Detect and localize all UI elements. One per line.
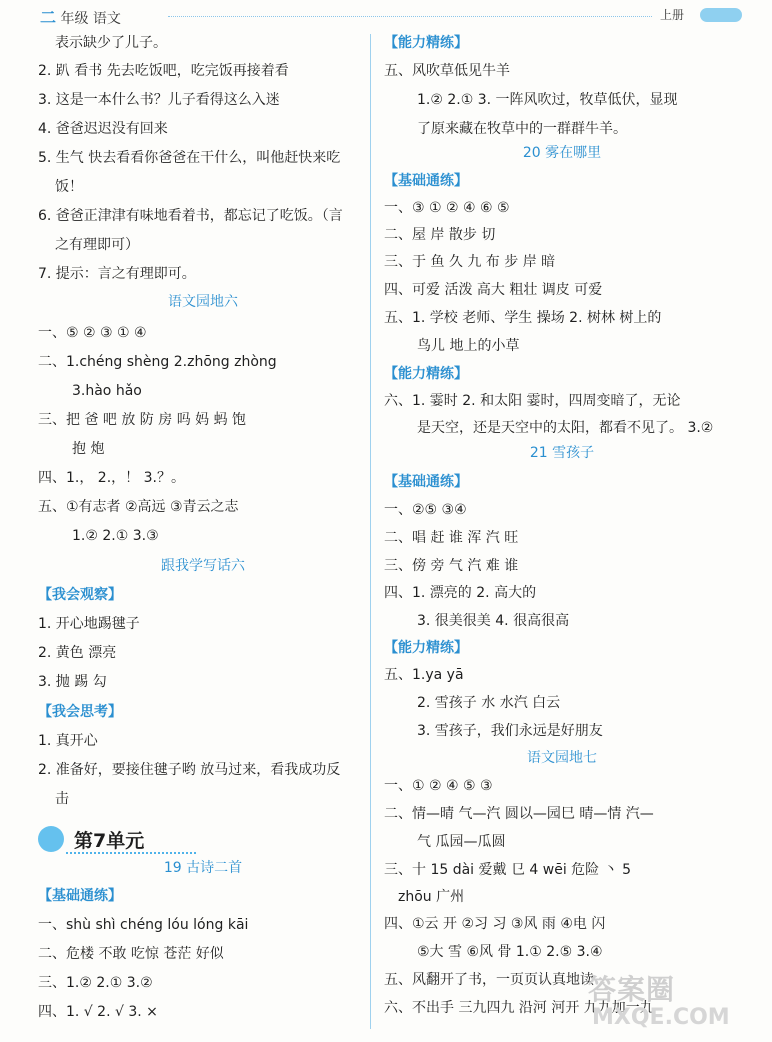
answer-line: 了原来藏在牧草中的一群群牛羊。 xyxy=(417,121,627,137)
section-tag: 【我会思考】 xyxy=(38,704,122,720)
section-title: 21 雪孩子 xyxy=(529,445,595,461)
answer-line: 二、屋 岸 散步 切 xyxy=(384,227,496,243)
answer-line: 1. 开心地踢毽子 xyxy=(38,616,140,632)
answer-line: 五、1. 学校 老师、学生 操场 2. 树林 树上的 xyxy=(384,310,662,326)
answer-line: 5. 生气 快去看看你爸爸在干什么，叫他赶快来吃 xyxy=(38,150,341,166)
grade-subject: 年级 语文 xyxy=(60,11,121,27)
answer-line: 三、把 爸 吧 放 防 房 吗 妈 蚂 饱 xyxy=(38,412,247,428)
answer-line: 三、于 鱼 久 九 布 步 岸 暗 xyxy=(384,254,556,270)
answer-line: 一、shù shì chéng lóu lóng kāi xyxy=(38,917,249,933)
answer-line: 3.hào hǎo xyxy=(72,383,142,399)
answer-line: 四、1. √ 2. √ 3. × xyxy=(38,1004,158,1020)
answer-line: 五、风翻开了书，一页页认真地读 xyxy=(384,972,594,988)
header-rule xyxy=(168,16,652,17)
section-title: 跟我学写话六 xyxy=(161,558,245,574)
answer-line: 二、情—晴 气—汽 圆以—园巳 晴—情 汽— xyxy=(384,806,654,822)
answer-line: 2. 趴 看书 先去吃饭吧，吃完饭再接着看 xyxy=(38,63,289,79)
answer-line: 3. 很美很美 4. 很高很高 xyxy=(417,613,570,629)
watermark-logo: 答案圈 xyxy=(588,973,676,1006)
answer-line: ⑤大 雪 ⑥风 骨 1.① 2.⑤ 3.④ xyxy=(417,944,603,960)
answer-line: 二、危楼 不敢 吃惊 苍茫 好似 xyxy=(38,946,224,962)
answer-line: 1.② 2.① 3. 一阵风吹过，牧草低伏，显现 xyxy=(417,92,678,108)
answer-line: 3. 雪孩子，我们永远是好朋友 xyxy=(417,723,603,739)
answer-line: 1.② 2.① 3.③ xyxy=(72,528,159,544)
answer-line: 2. 准备好，要接住毽子哟 放马过来，看我成功反 xyxy=(38,762,341,778)
answer-line: zhōu 广州 xyxy=(398,889,465,905)
section-tag: 【能力精练】 xyxy=(384,366,468,382)
answer-line: 1. 真开心 xyxy=(38,733,98,749)
section-tag: 【基础通练】 xyxy=(38,888,122,904)
answer-line: 三、傍 旁 气 汽 难 谁 xyxy=(384,558,519,574)
answer-line: 一、②⑤ ③④ xyxy=(384,502,467,518)
grade-label xyxy=(40,5,121,28)
section-title: 语文园地七 xyxy=(527,750,597,766)
answer-line: 4. 爸爸迟迟没有回来 xyxy=(38,121,168,137)
answer-line: 鸟儿 地上的小草 xyxy=(417,338,520,354)
section-tag: 【我会观察】 xyxy=(38,587,122,603)
answer-line: 三、1.② 2.① 3.② xyxy=(38,975,153,991)
unit-circle-icon xyxy=(38,826,64,852)
answer-line: 是天空，还是天空中的太阳，都看不见了。 3.② xyxy=(417,420,714,436)
unit-underline xyxy=(66,852,196,854)
answer-line: 四、可爱 活泼 高大 粗壮 调皮 可爱 xyxy=(384,282,603,298)
grade-number: 二 xyxy=(40,8,57,27)
page-header xyxy=(0,0,772,30)
answer-line: 2. 黄色 漂亮 xyxy=(38,645,117,661)
section-title: 语文园地六 xyxy=(168,294,238,310)
unit-heading xyxy=(36,822,186,854)
answer-line: 一、③ ① ② ④ ⑥ ⑤ xyxy=(384,200,510,216)
answer-line: 饭！ xyxy=(55,179,83,195)
answer-line: 六、1. 霎时 2. 和太阳 霎时，四周变暗了，无论 xyxy=(384,393,681,409)
answer-line: 之有理即可） xyxy=(55,237,139,253)
answer-line: 3. 这是一本什么书？儿子看得这么入迷 xyxy=(38,92,280,108)
volume-label: 上册 xyxy=(660,8,685,22)
answer-line: 五、风吹草低见牛羊 xyxy=(384,63,510,79)
answer-line: 五、①有志者 ②高远 ③青云之志 xyxy=(38,499,239,515)
answer-line: 抱 炮 xyxy=(72,441,105,457)
answer-line: 6. 爸爸正津津有味地看着书，都忘记了吃饭。（言 xyxy=(38,208,343,224)
answer-line: 2. 雪孩子 水 水汽 白云 xyxy=(417,695,561,711)
answer-line: 六、不出手 三九四九 沿河 河开 九九加一九 xyxy=(384,1000,654,1016)
unit-title: 第7单元 xyxy=(74,830,145,852)
section-tag: 【能力精练】 xyxy=(384,35,468,51)
header-badge xyxy=(700,8,742,22)
column-divider xyxy=(370,34,371,1029)
answer-line: 7. 提示：言之有理即可。 xyxy=(38,266,196,282)
answer-line: 五、1.ya yā xyxy=(384,667,464,683)
answer-line: 一、⑤ ② ③ ① ④ xyxy=(38,325,147,341)
answer-line: 击 xyxy=(55,791,69,807)
answer-line: 四、1. 漂亮的 2. 高大的 xyxy=(384,585,537,601)
section-tag: 【基础通练】 xyxy=(384,474,468,490)
answer-line: 气 瓜园—瓜圆 xyxy=(417,834,506,850)
answer-line: 二、1.chéng shèng 2.zhōng zhòng xyxy=(38,354,277,370)
section-title: 20 雾在哪里 xyxy=(522,145,602,161)
answer-line: 一、① ② ④ ⑤ ③ xyxy=(384,778,493,794)
answer-line: 三、十 15 dài 爱戴 㔾 4 wēi 危险 丶 5 xyxy=(384,862,631,878)
answer-line: 3. 抛 踢 勾 xyxy=(38,674,107,690)
answer-line: 二、唱 赶 谁 浑 汽 旺 xyxy=(384,530,519,546)
watermark-url: MXQE.COM xyxy=(592,1005,730,1030)
section-tag: 【能力精练】 xyxy=(384,640,468,656)
answer-line: 四、1.， 2.，！ 3.？。 xyxy=(38,470,185,486)
section-title: 19 古诗二首 xyxy=(163,860,243,876)
section-tag: 【基础通练】 xyxy=(384,173,468,189)
answer-line: 表示缺少了儿子。 xyxy=(55,35,167,51)
answer-line: 四、①云 开 ②习 习 ③风 雨 ④电 闪 xyxy=(384,916,606,932)
